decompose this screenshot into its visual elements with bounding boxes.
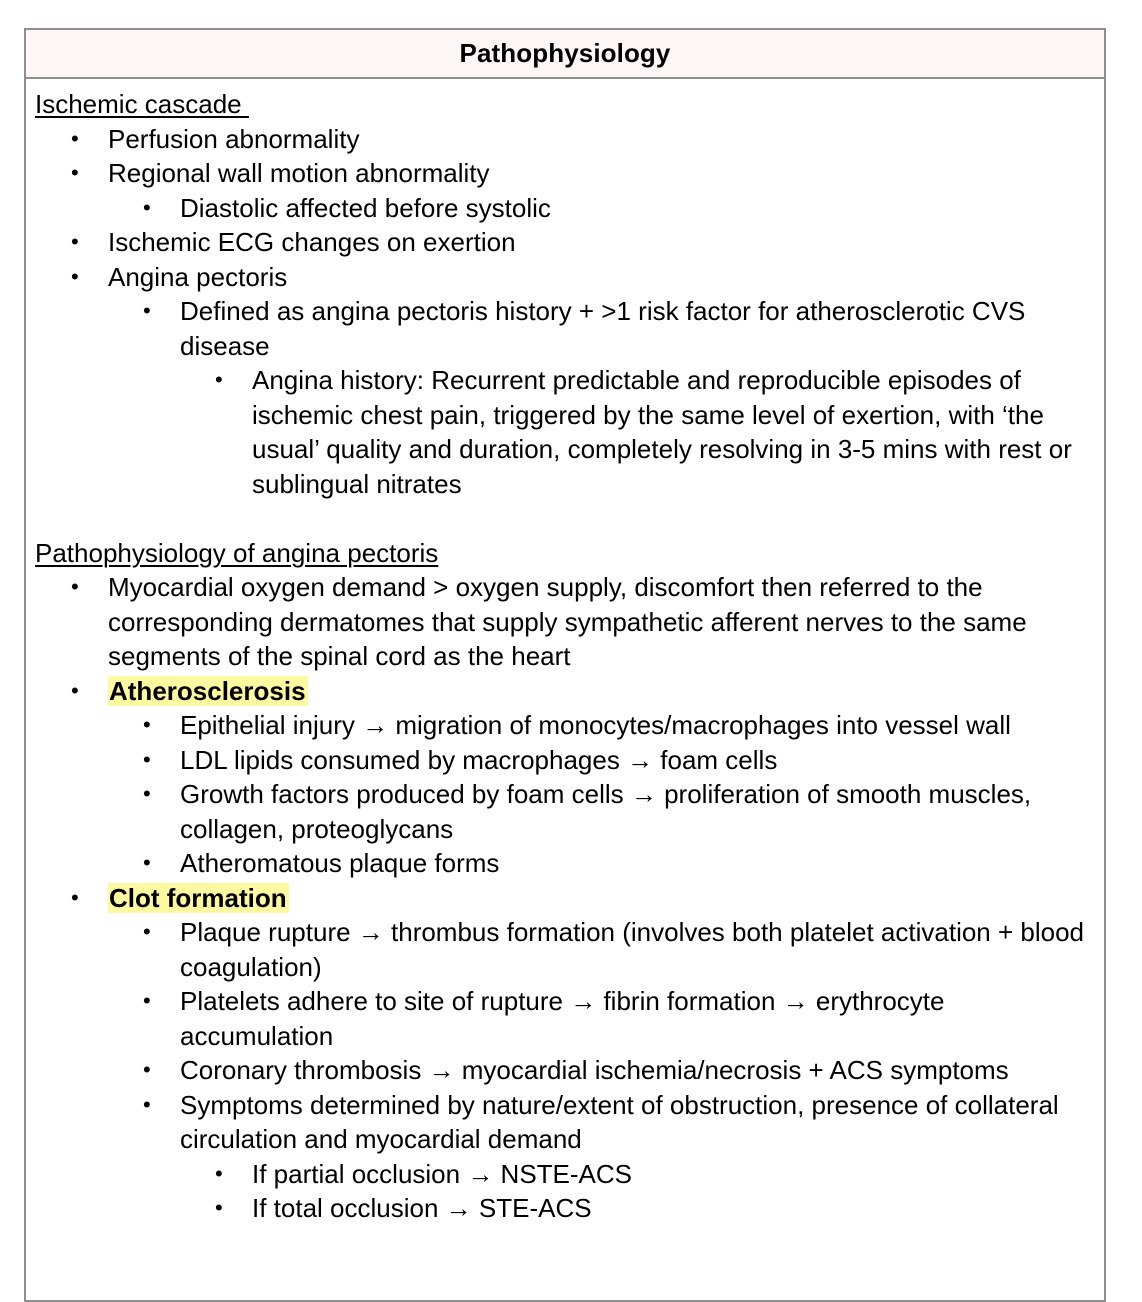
list-item-text: Atheromatous plaque forms: [180, 848, 500, 878]
list-item-text: Regional wall motion abnormality: [108, 158, 490, 188]
section-angina-pathophysiology: [35, 536, 1104, 1226]
list-item-text: Epithelial injury → migration of monocytes/macrophages into vessel wall: [180, 710, 1011, 740]
bullet-icon: •: [143, 988, 151, 1013]
section-title: Ischemic cascade: [35, 89, 249, 119]
list-item: [35, 260, 1104, 295]
bullet-icon: •: [143, 712, 151, 737]
list-item-text: Ischemic ECG changes on exertion: [108, 227, 516, 257]
list-item-text: Growth factors produced by foam cells → proliferation of smooth muscles, collagen, proteoglycans: [180, 779, 1032, 844]
bullet-icon: •: [215, 367, 223, 392]
list-item-text: Plaque rupture → thrombus formation (involves both platelet activation + blood coagulation): [180, 917, 1085, 982]
table-body: [26, 79, 1104, 1226]
bullet-icon: •: [71, 263, 79, 289]
bullet-icon: •: [143, 781, 151, 806]
list-item-text: LDL lipids consumed by macrophages → foam cells: [180, 744, 778, 775]
list-item: [35, 915, 1104, 984]
bullet-icon: •: [71, 574, 79, 599]
section-spacer: [35, 501, 1104, 536]
bullet-list: [35, 122, 1104, 502]
highlighted-heading: Clot formation: [109, 882, 287, 913]
bullet-icon: •: [71, 160, 79, 185]
list-item: [35, 743, 1104, 778]
list-item-text: If total occlusion → STE-ACS: [252, 1193, 592, 1223]
list-item: [35, 1157, 1104, 1192]
section-ischemic-cascade: [35, 87, 1104, 501]
list-item: [35, 570, 1104, 674]
bullet-icon: •: [71, 229, 79, 254]
list-item-text: Platelets adhere to site of rupture → fibrin formation → erythrocyte accumulation: [180, 986, 945, 1051]
list-item: [35, 156, 1104, 191]
list-item-text: Angina pectoris: [108, 261, 288, 292]
list-item: [35, 1053, 1104, 1088]
list-item: [35, 984, 1104, 1053]
bullet-list: [35, 570, 1104, 1226]
list-item: [35, 1088, 1104, 1157]
bullet-icon: •: [143, 746, 151, 772]
list-item-text: If partial occlusion → NSTE-ACS: [252, 1158, 633, 1189]
list-item-text: Diastolic affected before systolic: [180, 192, 551, 223]
list-item: [35, 846, 1104, 881]
list-item: [35, 881, 1104, 916]
list-item: [35, 191, 1104, 226]
bullet-icon: •: [215, 1160, 223, 1186]
list-item-text: Perfusion abnormality: [108, 123, 360, 154]
list-item: [35, 777, 1104, 846]
bullet-icon: •: [215, 1195, 223, 1220]
bullet-icon: •: [71, 677, 79, 703]
list-item: [35, 708, 1104, 743]
pathophysiology-table: [24, 28, 1106, 1302]
bullet-icon: •: [143, 919, 151, 944]
bullet-icon: •: [143, 850, 151, 875]
table-header: [26, 30, 1104, 79]
list-item-text: Symptoms determined by nature/extent of obstruction, presence of collateral circulation and myocardial demand: [180, 1089, 1059, 1154]
bullet-icon: •: [143, 298, 151, 323]
list-item-text: Coronary thrombosis → myocardial ischemia/necrosis + ACS symptoms: [180, 1055, 1009, 1085]
list-item: [35, 122, 1104, 157]
list-item: [35, 294, 1104, 363]
bullet-icon: •: [71, 884, 79, 910]
list-item: [35, 674, 1104, 709]
bullet-icon: •: [143, 1057, 151, 1082]
list-item-text: Defined as angina pectoris history + >1 risk factor for atherosclerotic CVS disease: [180, 296, 1026, 361]
highlighted-heading: Atherosclerosis: [109, 675, 306, 706]
list-item-text: Myocardial oxygen demand > oxygen supply, discomfort then referred to the corresponding dermatomes that supply sympathetic afferent nerves to the same segments of the spinal cord as the heart: [108, 572, 1027, 671]
bullet-icon: •: [143, 1091, 151, 1117]
list-item-text: Angina history: Recurrent predictable and reproducible episodes of ischemic chest pain, triggered by the same level of exertion, with ‘the usual’ quality and duration, completely resolving in 3-5 mins with rest or sublingual nitrates: [252, 365, 1072, 499]
bullet-icon: •: [71, 125, 79, 151]
bullet-icon: •: [143, 194, 151, 220]
list-item: [35, 363, 1104, 501]
list-item: [35, 1191, 1104, 1226]
section-title: Pathophysiology of angina pectoris: [35, 537, 439, 568]
list-item: [35, 225, 1104, 260]
table-title: Pathophysiology: [459, 38, 671, 68]
